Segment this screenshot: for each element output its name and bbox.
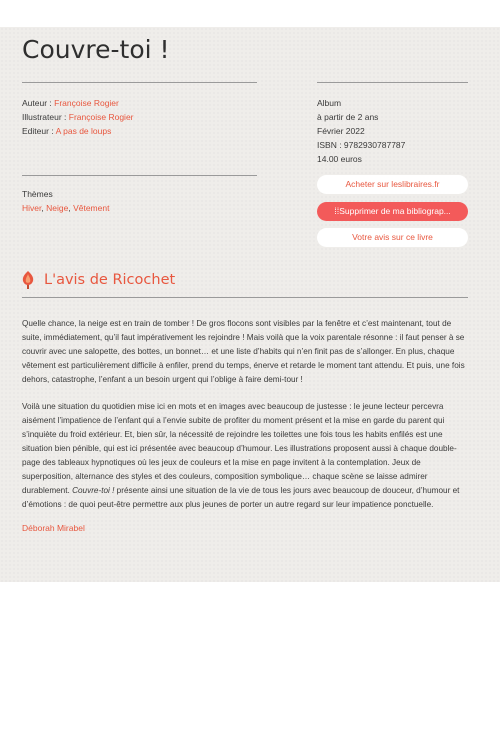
illustrator-label: Illustrateur : bbox=[22, 112, 69, 122]
review-author[interactable]: Déborah Mirabel bbox=[22, 523, 85, 533]
divider bbox=[22, 297, 468, 298]
format: Album bbox=[317, 98, 342, 108]
themes-label: Thèmes bbox=[22, 189, 53, 199]
theme-separator: , bbox=[68, 203, 74, 213]
illustrator-link[interactable]: Françoise Rogier bbox=[68, 112, 134, 122]
buy-button-label: Acheter sur leslibraires.fr bbox=[345, 179, 440, 189]
theme-link-vetement[interactable]: Vêtement bbox=[73, 203, 110, 213]
price: 14.00 euros bbox=[317, 154, 362, 164]
book-page bbox=[0, 27, 500, 582]
author-label: Auteur : bbox=[22, 98, 55, 108]
buy-button[interactable] bbox=[317, 175, 468, 194]
review-body bbox=[22, 317, 472, 525]
divider bbox=[22, 82, 257, 83]
remove-button-label: Supprimer de ma bibliograp... bbox=[339, 206, 451, 216]
bookmark-icon: ⁞⁞ bbox=[334, 206, 340, 216]
book-title: Couvre-toi ! bbox=[22, 35, 170, 64]
credits bbox=[22, 96, 134, 138]
review-title: L'avis de Ricochet bbox=[44, 272, 176, 288]
review-header bbox=[22, 271, 175, 289]
author-row bbox=[22, 96, 134, 110]
divider bbox=[317, 82, 468, 83]
review-button-label: Votre avis sur ce livre bbox=[352, 232, 433, 242]
remove-from-bibliography-button[interactable] bbox=[317, 202, 468, 221]
divider bbox=[22, 175, 257, 176]
publication-date: Février 2022 bbox=[317, 126, 365, 136]
theme-separator: , bbox=[41, 203, 47, 213]
illustrator-row bbox=[22, 110, 134, 124]
publisher-label: Editeur : bbox=[22, 126, 56, 136]
publisher-row bbox=[22, 124, 134, 138]
themes-list bbox=[22, 201, 109, 215]
flame-icon bbox=[22, 271, 34, 289]
age-range: à partir de 2 ans bbox=[317, 112, 379, 122]
review-paragraph bbox=[22, 400, 472, 512]
review-text: Voilà une situation du quotidien mise ici en mots et en images avec beaucoup de justesse : le jeune lecteur percevra aisément l’impatience de l’enfant qui a l’envie subite de profiter du moment présent et la mise en garde du parent qui s’inquiète du froid extérieur. Et, bien sûr, la nécessité de rejoindre les toilettes une fois tous les habits enfilés est une situation bien pénible, qui est ici présentée avec beaucoup d’humour. Les illustrations proposent aussi à chaque double-page des tableaux hypnotiques où les jeux de couleurs et la mise en page invitent à la contemplation. Jeux de superposition, alternance des styles et des couleurs, composition symbolique… chaque scène se laisse admirer durablement. bbox=[22, 402, 457, 495]
review-text: présente ainsi une situation de la vie de tous les jours avec beaucoup de douceur, d’humour et d’émotions : de quoi peut-être permettre aux plus jeunes de porter un autre regard sur leur impatience ponctuelle. bbox=[22, 486, 460, 509]
theme-link-neige[interactable]: Neige bbox=[46, 203, 69, 213]
isbn: ISBN : 9782930787787 bbox=[317, 140, 406, 150]
review-button[interactable] bbox=[317, 228, 468, 247]
theme-link-hiver[interactable]: Hiver bbox=[22, 203, 42, 213]
author-link[interactable]: Françoise Rogier bbox=[54, 98, 119, 108]
review-paragraph: Quelle chance, la neige est en train de tomber ! De gros flocons sont visibles par la fenêtre et c’est maintenant, tout de suite, immédiatement, qu’il faut impérativement les rejoindre ! Mais voilà que la voix parentale résonne : il faut penser à se couvrir avec une salopette, des bottes, un bonnet… et une liste d’habits qui n’en finit pas de s’allonger. En plus, chaque vêtement est particulièrement difficile à enfiler, prend du temps, énerve et retarde le moment tant attendu. Et puis, une fois dehors, catastrophe, l’enfant a un besoin urgent qui l’oblige à faire demi-tour ! bbox=[22, 319, 465, 384]
publisher-link[interactable]: A pas de loups bbox=[55, 126, 112, 136]
book-details bbox=[317, 96, 405, 166]
book-title-inline: Couvre-toi ! bbox=[72, 486, 115, 495]
themes bbox=[22, 187, 109, 215]
